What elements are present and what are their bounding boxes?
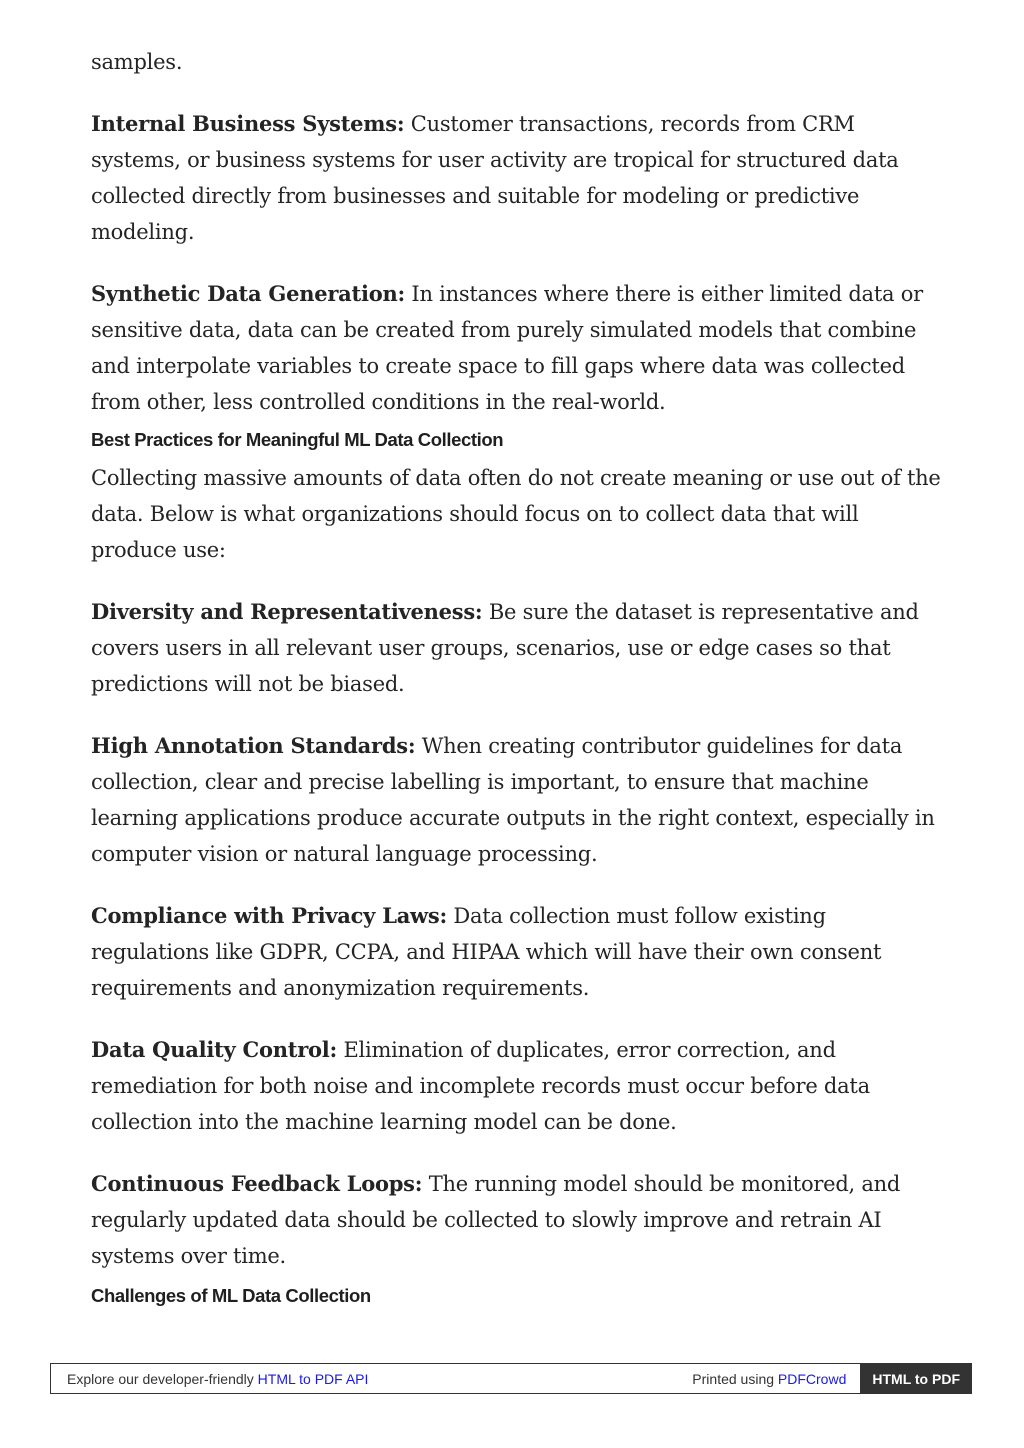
pdf-footer-bar bbox=[50, 1363, 972, 1394]
html-to-pdf-button[interactable]: HTML to PDF bbox=[860, 1364, 972, 1393]
paragraph-data-quality bbox=[91, 1032, 941, 1140]
paragraph-text: Customer transactions, records from CRM systems, or business systems for user activity are tropical for structured data collected directly from businesses and suitable for modeling or predictive modeling. bbox=[91, 112, 899, 244]
footer-explore bbox=[51, 1371, 692, 1387]
paragraph-term: Data Quality Control: bbox=[91, 1037, 338, 1062]
footer-printed-text: Printed using bbox=[692, 1370, 778, 1387]
paragraph-internal-business-systems bbox=[91, 106, 941, 250]
footer-printed bbox=[692, 1371, 860, 1387]
paragraph-term: Compliance with Privacy Laws: bbox=[91, 903, 447, 928]
paragraph-text: Be sure the dataset is representative and covers users in all relevant user groups, scenarios, use or edge cases so that predictions will not be biased. bbox=[91, 600, 919, 696]
paragraph-term: High Annotation Standards: bbox=[91, 733, 416, 758]
paragraph-privacy-laws bbox=[91, 898, 941, 1006]
article-body bbox=[91, 44, 941, 1316]
paragraph-text: When creating contributor guidelines for data collection, clear and precise labelling is important, to ensure that machine learning applications produce accurate outputs in the right context, especially in computer vision or natural language processing. bbox=[91, 734, 935, 866]
footer-explore-text: Explore our developer-friendly bbox=[67, 1370, 258, 1387]
paragraph-term: Internal Business Systems: bbox=[91, 111, 405, 136]
pdfcrowd-link[interactable]: PDFCrowd bbox=[777, 1370, 847, 1387]
paragraph-text: Data collection must follow existing regulations like GDPR, CCPA, and HIPAA which will have their own consent requirements and anonymization requirements. bbox=[91, 904, 882, 1000]
paragraph-text: Collecting massive amounts of data often do not create meaning or use out of the data. Below is what organizations should focus on to collect data that will produce use: bbox=[91, 466, 941, 562]
paragraph-term: Synthetic Data Generation: bbox=[91, 281, 405, 306]
paragraph-diversity bbox=[91, 594, 941, 702]
paragraph-text: The running model should be monitored, and regularly updated data should be collected to slowly improve and retrain AI systems over time. bbox=[91, 1172, 901, 1268]
paragraph-text: Elimination of duplicates, error correction, and remediation for both noise and incomplete records must occur before data collection into the machine learning model can be done. bbox=[91, 1038, 870, 1134]
paragraph-synthetic-data-generation bbox=[91, 276, 941, 420]
html-to-pdf-api-link[interactable]: HTML to PDF API bbox=[257, 1370, 369, 1387]
paragraph-annotation-standards bbox=[91, 728, 941, 872]
paragraph-samples bbox=[91, 44, 941, 80]
paragraph-text: samples. bbox=[91, 50, 183, 74]
section-heading-challenges: Challenges of ML Data Collection bbox=[91, 1285, 371, 1306]
section-heading-best-practices: Best Practices for Meaningful ML Data Collection bbox=[91, 429, 504, 450]
paragraph-best-practices-intro bbox=[91, 460, 941, 568]
paragraph-feedback-loops bbox=[91, 1166, 941, 1274]
paragraph-term: Diversity and Representativeness: bbox=[91, 599, 483, 624]
paragraph-term: Continuous Feedback Loops: bbox=[91, 1171, 423, 1196]
paragraph-text: In instances where there is either limited data or sensitive data, data can be created from purely simulated models that combine and interpolate variables to create space to fill gaps where data was collected from other, less controlled conditions in the real-world. bbox=[91, 282, 923, 414]
